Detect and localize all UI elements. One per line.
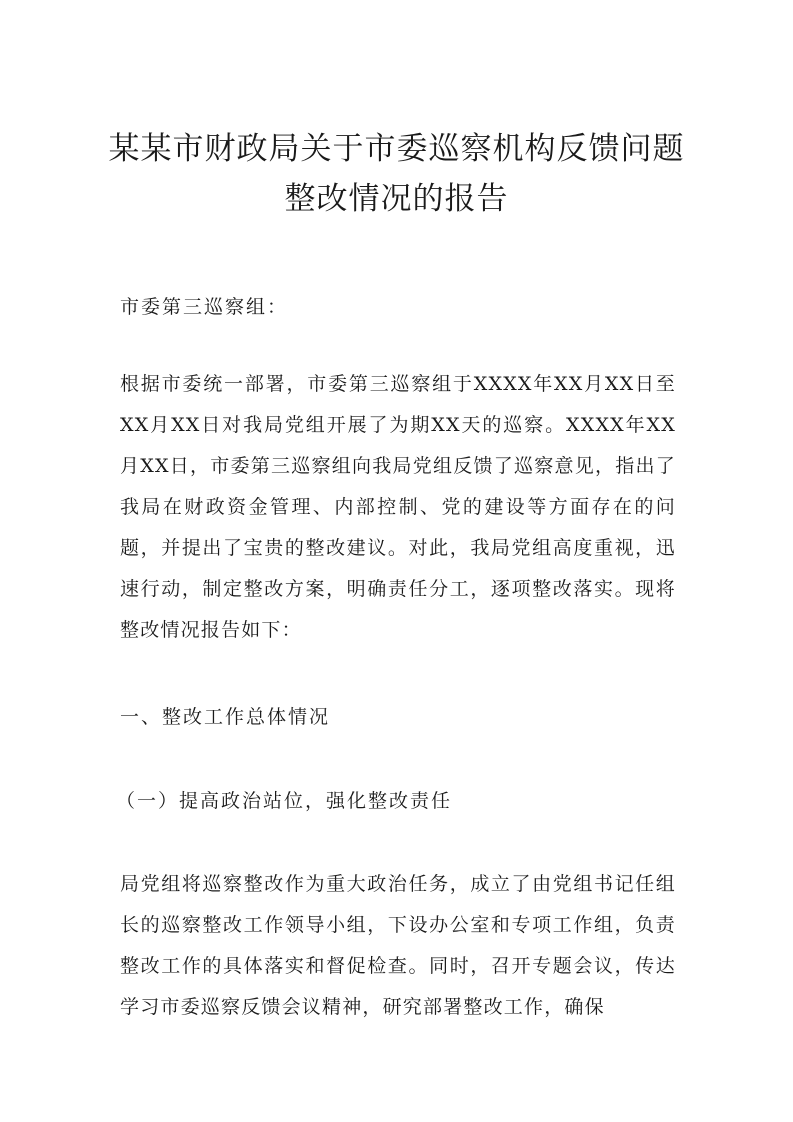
document-title: [100, 124, 693, 224]
body-paragraph: 局党组将巡察整改作为重大政治任务，成立了由党组书记任组长的巡察整改工作领导小组，下设办公室和专项工作组，负责整改工作的具体落实和督促检查。同时，召开专题会议，传达学习市委巡察反馈会议精神，研究部署整改工作，确保: [120, 873, 676, 1018]
subsection-heading: （一）提高政治站位，强化整改责任: [116, 790, 453, 812]
salutation: 市委第三巡察组：: [120, 296, 289, 318]
title-line-1: 某某市财政局关于市委巡察机构反馈问题: [108, 131, 685, 167]
intro-paragraph: 根据市委统一部署，市委第三巡察组于XXXX年XX月XX日至XX月XX日对我局党组开展了为期XX天的巡察。XXXX年XX月XX日，市委第三巡察组向我局党组反馈了巡察意见，指出了我局在财政资金管理、内部控制、党的建设等方面存在的问题，并提出了宝贵的整改建议。对此，我局党组高度重视，迅速行动，制定整改方案，明确责任分工，逐项整改落实。现将整改情况报告如下：: [120, 373, 676, 641]
title-line-2: 整改情况的报告: [284, 181, 509, 217]
section-heading: 一、整改工作总体情况: [120, 706, 331, 728]
